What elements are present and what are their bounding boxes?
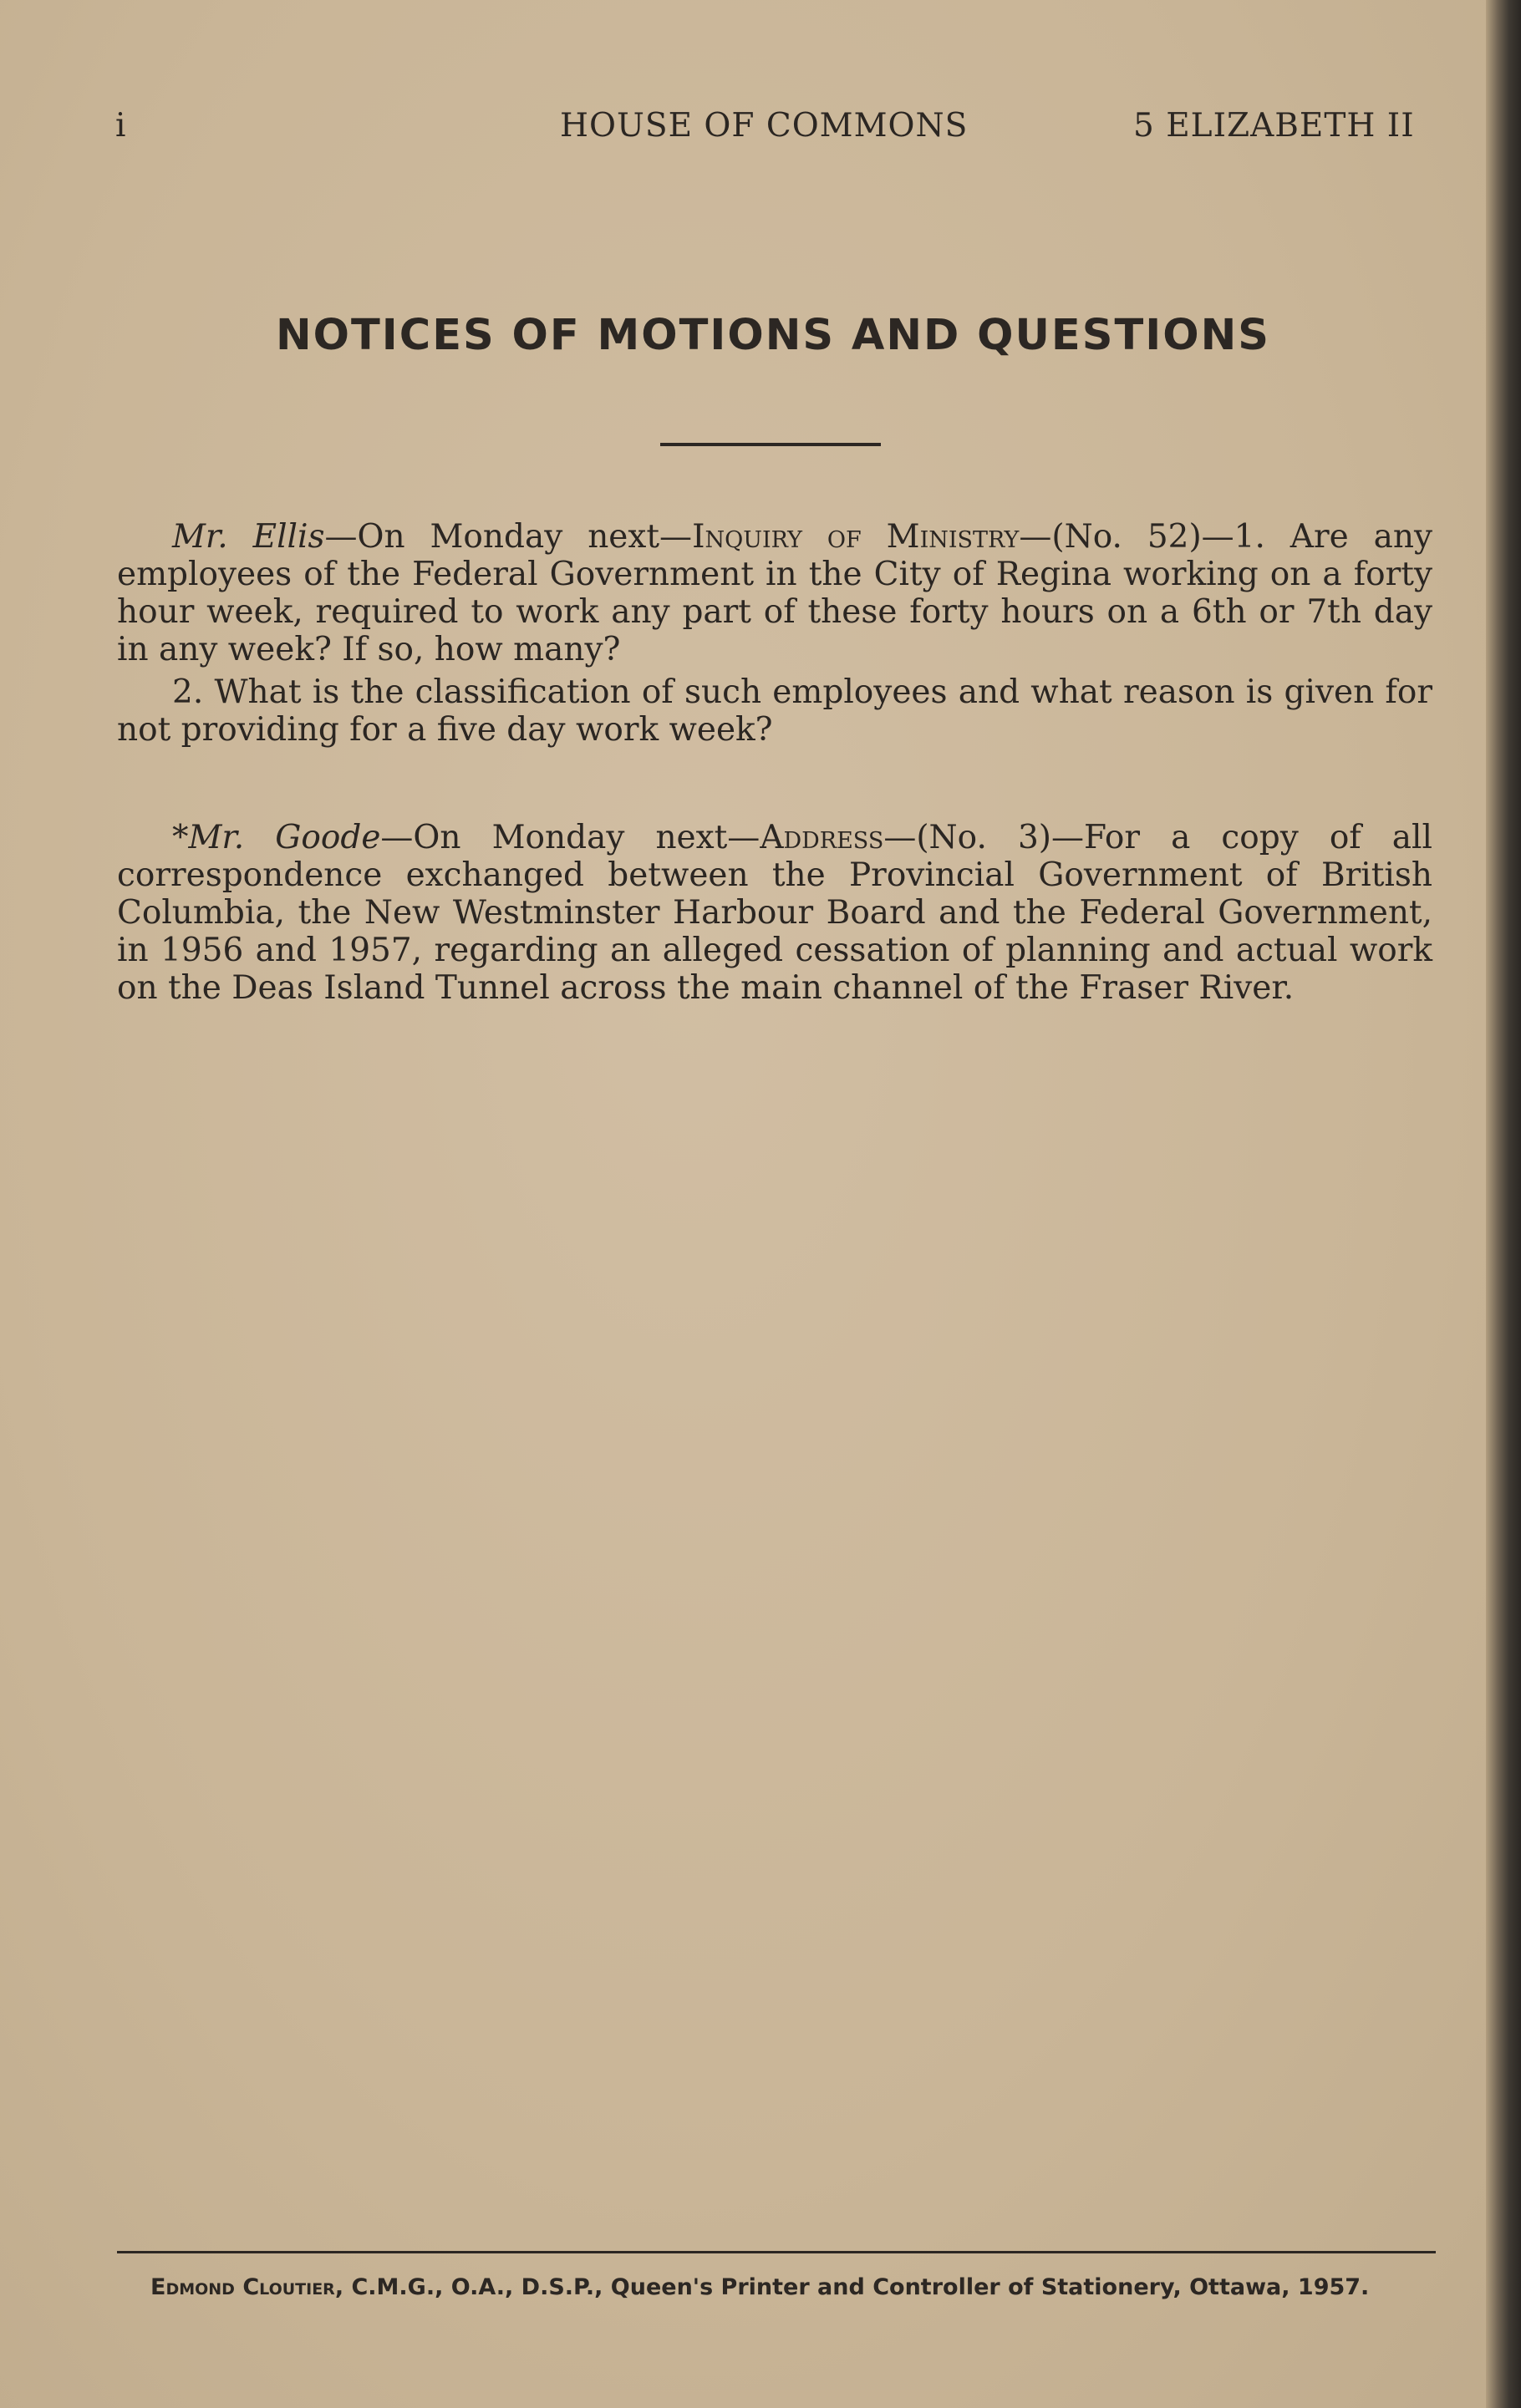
notice-ellis-part-2: 2. What is the classification of such employees and what reason is given for not providing for a five day work week? <box>117 673 1432 749</box>
notice-goode <box>117 819 1432 1007</box>
notice-text: —(No. 3)—For a copy of all correspondence exchanged between the Provincial Government of British Columbia, the New Westminster Harbour Board and the Federal Government, in 1956 and 1957, regarding an alleged cessation of planning and actual work on the Deas Island Tunnel across the main channel of the Fraser River. <box>117 819 1433 1007</box>
running-head-session: 5 ELIZABETH II <box>1133 107 1415 145</box>
title-divider <box>660 443 881 446</box>
notice-member: Mr. Ellis <box>172 518 325 556</box>
printer-details: , C.M.G., O.A., D.S.P., Queen's Printer and Controller of Stationery, Ottawa, 1957. <box>334 2274 1370 2300</box>
notice-text: —(No. 52)—1. Are any employees of the Federal Government in the City of Regina working on a forty hour week, required to work any part of these forty hours on a 6th or 7th day in any week? If so, how many? <box>117 518 1432 668</box>
book-spine-shadow <box>1486 0 1521 2408</box>
printer-imprint <box>150 2274 1404 2300</box>
notice-type: Address <box>760 819 884 856</box>
printer-name: Edmond Cloutier <box>150 2274 335 2300</box>
footer-rule <box>117 2251 1436 2253</box>
running-head-title: HOUSE OF COMMONS <box>560 107 969 145</box>
notice-intro: —On Monday next— <box>380 819 760 856</box>
notice-intro: —On Monday next— <box>324 518 693 556</box>
page-number: i <box>115 107 126 145</box>
notice-member: *Mr. Goode <box>172 819 381 856</box>
notice-type: Inquiry of Ministry <box>692 518 1020 556</box>
page-title: NOTICES OF MOTIONS AND QUESTIONS <box>275 311 1270 360</box>
notice-ellis <box>117 518 1432 668</box>
running-head <box>0 107 1521 157</box>
